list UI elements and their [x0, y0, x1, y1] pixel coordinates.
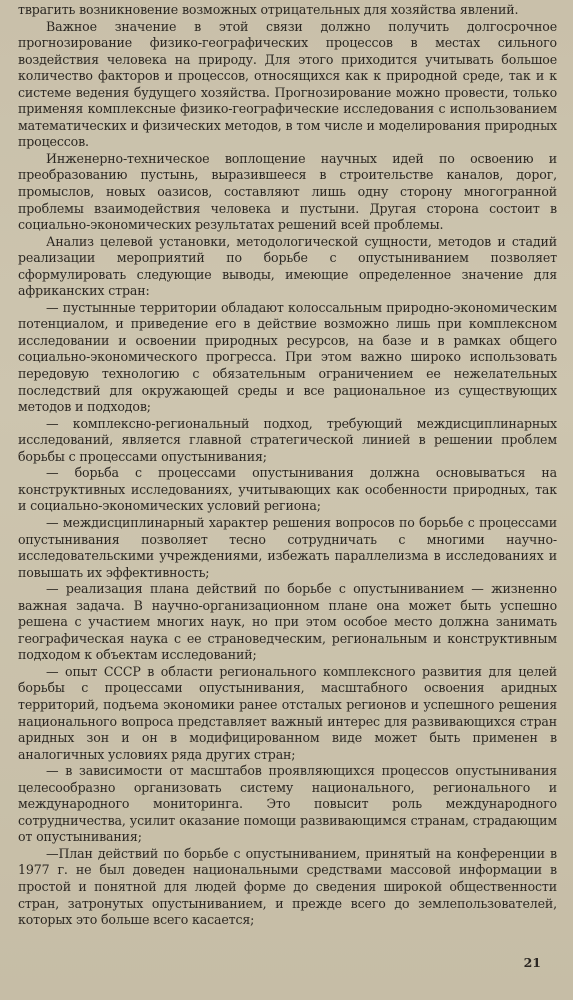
page-number: 21: [523, 955, 541, 970]
list-item-conference-plan: —План действий по борьбе с опустыниванием, принятый на конференции в 1977 г. не был доведен национальными средствами массовой информации в простой и понятной для людей форме до сведения широкой общественности стран, затронутых опустыниванием, и прежде всего до землепользователей, которых это больше всего касается;: [18, 845, 557, 928]
body-text: [18, 2, 557, 929]
list-item-regional-approach: — комплексно-региональный подход, требующий междисциплинарных исследований, является главной стратегической линией в решении проблем борьбы с процессами опустынивания;: [18, 415, 557, 464]
paragraph-engineering: Инженерно-техническое воплощение научных идей по освоению и преобразованию пустынь, выразившееся в строительстве каналов, дорог, промыслов, новых оазисов, составляют лишь одну сторону многогранной проблемы взаимодействия человека и пустыни. Другая сторона состоит в социально-экономических результатах решений всей проблемы.: [18, 150, 557, 233]
list-item-desert-potential: — пустынные территории обладают колоссальным природно-экономическим потенциалом, и приведение его в действие возможно лишь при комплексном исследовании и освоении природных ресурсов, на базе и в рамках общего социально-экономического прогресса. При этом важно широко использовать передовую технологию с обязательным ограничением ее нежелательных последствий для окружающей среды и все рациональное из существующих методов и подходов;: [18, 299, 557, 415]
paragraph-analysis: Анализ целевой установки, методологической сущности, методов и стадий реализации мероприятий по борьбе с опустыниванием позволяет сформулировать следующие выводы, имеющие определенное значение для африканских стран:: [18, 233, 557, 299]
list-item-ussr-experience: — опыт СССР в области регионального комплексного развития для целей борьбы с процессами опустынивания, масштабного освоения аридных территорий, подъема экономики ранее отсталых регионов и успешного решения национального вопроса представляет важный интерес для развивающихся стран аридных зон и он в модифицированном виде может быть применен в аналогичных условиях ряда других стран;: [18, 663, 557, 762]
list-item-monitoring: — в зависимости от масштабов проявляющихся процессов опустынивания целесообразно организовать систему национального, регионального и международного мониторинга. Это повысит роль международного сотрудничества, усилит оказание помощи развивающимся странам, страдающим от опустынивания;: [18, 763, 557, 845]
list-item-action-plan: — реализация плана действий по борьбе с опустыниванием — жизненно важная задача. В научно-организационном плане она может быть успешно решена с участием многих наук, но при этом особое место должна занимать географическая наука с ее страноведческим, региональным и конструктивным подходом к объектам исследований;: [18, 581, 557, 663]
list-item-interdisciplinary: — междисциплинарный характер решения вопросов по борьбе с процессами опустынивания позволяет тесно сотрудничать с многими научно-исследовательскими учреждениями, избежать параллелизма в исследованиях и повышать их эффективность;: [18, 514, 557, 580]
paragraph-forecasting: Важное значение в этой связи должно получить долгосрочное прогнозирование физико-географических процессов в местах сильного воздействия человека на природу. Для этого приходится учитывать большое количество факторов и процессов, относящихся как к природной среде, так и к системе ведения будущего хозяйства. Прогнозирование можно провести, только применяя комплексные физико-географические исследования с использованием математических и физических методов, в том числе и моделирования природных процессов.: [18, 18, 557, 150]
list-item-constructive-research: — борьба с процессами опустынивания должна основываться на конструктивных исследованиях, учитывающих как особенности природных, так и социально-экономических условий региона;: [18, 465, 557, 514]
paragraph-continuation: тврагить возникновение возможных отрицательных для хозяйства явлений.: [18, 2, 519, 17]
